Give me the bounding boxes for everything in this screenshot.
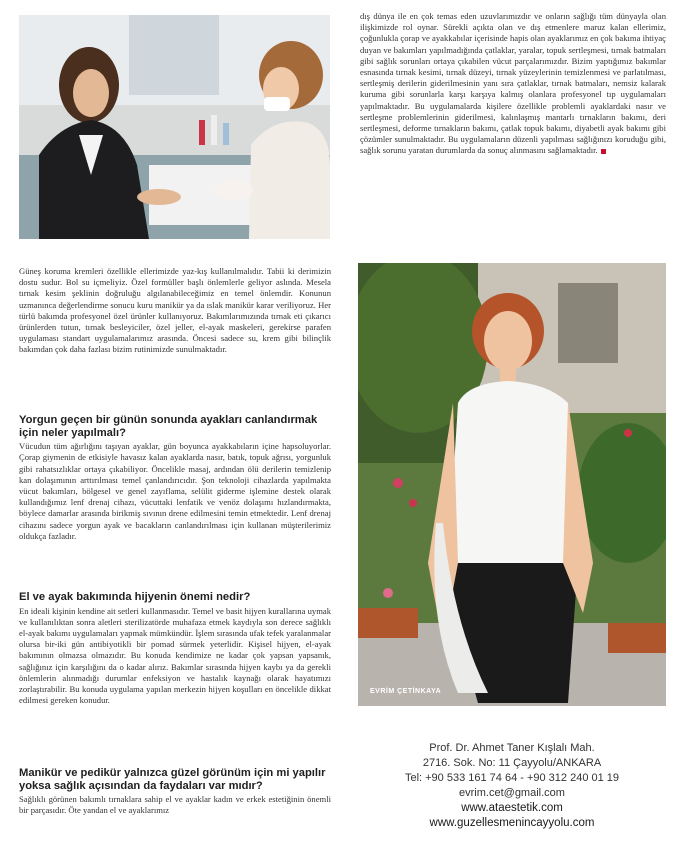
left-intro-block: [19, 266, 331, 356]
right-column-top-paragraph: [360, 11, 666, 157]
section-3-paragraph: Sağlıklı görünen bakımlı tırnaklara sahip el ve ayaklar kadın ve erkek estetiğinin önemli bir parçasıdır. Öte yandan el ve ayaklarımız: [19, 794, 331, 816]
address-line-1: Prof. Dr. Ahmet Taner Kışlalı Mah.: [429, 742, 595, 754]
manicure-illustration: [19, 15, 330, 239]
section-1-paragraph: Vücudun tüm ağırlığını taşıyan ayaklar, gün boyunca ayakkabıların içine hapsoluyorlar. Çorap giymenin de etkisiyle havasız kalan ayaklarda nasır, batık, topuk ağrısı, yorgunluk gibi rahatsızlıklar ortaya çıkabiliyor. Öncelikle masaj, ardından ölü derilerin temizlenip kan dolaşımının arttırılması temel çanlandırıcıdır. Şon teknoloji cihazlarda yapılmakta vücut bakımları, bölgesel ve genel zayıflama, selülit giderme işlemine destek olarak kullandığımız lenf drenaj cihazı, vücuttaki lenfatik ve venöz dolaşımı hızlandırmakta, böylece damarlar arasında birikmiş sıvının drene edilmesini temin etmektedir. Lenf drenaj cihazını sadece yorgun ayak ve bacakların canlandırılması için kullanan müşterilerimiz oldukça fazladır.: [19, 441, 331, 541]
left-intro-paragraph: Güneş koruma kremleri özellikle ellerimizde yaz-kış kullanılmalıdır. Tabii ki derimizin dostu sudur. Bol su içmeliyiz. Özel formüller başlı önlemlerle geliyor aslında. Mesela tırnak kesim şeklinin doğruluğu algılanabileceğimiz en temel önlemdir. Konunun uzmanınca değerlendirme sonucu kuru manikür ya da ıslak manikür karar veriliyoruz. Her türlü bakımda profesyonel özel ürünler kullanıyoruz. Bakımlarımızında tırnak eti çıkarıcı ürünlerden tutun, tırnak besleyiciler, özel jeller, el-ayak maskeleri, gerekirse parafen uygulaması standart uygulamalarımız arasında. Öncesi sadece su, krem gibi bilinçlik bakımdan çok daha fazlası bizim rutinimizde sunulmaktadır.: [19, 266, 331, 355]
portrait-illustration: [358, 263, 666, 706]
right-column-top-text: dış dünya ile en çok temas eden uzuvlarımızdır ve onların sağlığı tüm dünyayla olan ilişkimizde rol oynar. Sürekli açıkta olan ve dış etmenlere maruz kalan ellerimiz, çoğunlukla çorap ve ayakkabılar içerisinde hapis olan ayaklarımız en çok bakıma ihtiyaç duyan ve bakımları yapılmadığında çatlaklar, yaralar, topuk sertleşmesi, tırnak batmaları gibi sağlık sorunları ortaya çıkabilen vücut parçalarımızdır. Bizim yaptığımız bakımlar esnasında tırnak kesimi, tırnak düzeyi, tırnak yüzeylerinin temizlenmesi ve parlatılması, sertleşmiş derilerin giderilmesinin yanı sıra çatlaklar, tırnak batmaları, nemsiz kalarak kuruma gibi sorunlarla karşı karşıya kalmış olanlara profesyonel tıp uygulamaları yapılmaktadır. Bu uygulamalarda kişilere özellikle problemli ayaklardaki nasır ve sertleşme problemlerinin giderilmesi, kalınlaşmış mantarlı tırnakların bakımı, deri sertleşmesi, deforme tırnakların bakımı, çatlak topuk bakımı, diyabetli ayak bakımı gibi çözümler sunulmaktadır. Bu uygulamaların düzenli yapılması sağlığınızı koruduğu gibi, sağlık sorunu yaratan durumlarda da sonuç alınmasını sağlamaktadır.: [360, 11, 666, 156]
email-line[interactable]: evrim.cet@gmail.com: [459, 787, 565, 799]
contact-block: [358, 741, 666, 831]
photo-caption: EVRİM ÇETİNKAYA: [370, 688, 442, 695]
section-2: [19, 591, 331, 706]
section-3: [19, 767, 331, 817]
website-link-1[interactable]: www.ataestetik.com: [461, 802, 563, 814]
address-line-2: 2716. Sok. No: 11 Çayyolu/ANKARA: [422, 757, 602, 769]
portrait-photo: [358, 263, 666, 706]
section-3-heading: Manikür ve pedikür yalnızca güzel görünüm için mi yapılır yoksa sağlık açısından da faydaları var mıdır?: [19, 767, 326, 792]
section-2-paragraph: En ideali kişinin kendine ait setleri kullanmasıdır. Temel ve basit hijyen kurallarına uymak ve kullanılıktan sonra aletleri sterilizatörde muhafaza etmek kaydıyla son derece sağlıklı el-ayak bakımı uygulamaları yapmak mümkündür. İşlem sırasında ufak tefek yaralanmalar olursa bir-iki gün antibiyotikli bir pomad sürmek yeterlidir. Kişisel hijyen, el-ayak bakımının olmazsa olmazıdır. Bu konuda kendimize ne kadar çok yapsan yapsanık, sağlığınız için karşılığını da o kadar alırız. Bakımlar sırasında hijyen kaybı ya da gerekli önlemlerin alınmadığı durumlar enfeksiyon ve hastalık kaynağı olarak hayatımızı zorlaştırabilir. Bu konuda uygulama yapılan merkezin hijyen koşulları en öncelikle dikkat edilmesi gereken konudur.: [19, 605, 331, 706]
right-column-top-text-block: [360, 11, 666, 247]
end-mark: [601, 149, 606, 154]
section-2-heading: El ve ayak bakımında hijyenin önemi nedir?: [19, 591, 251, 603]
section-1: [19, 414, 331, 542]
phone-line: Tel: +90 533 161 74 64 - +90 312 240 01 19: [404, 772, 620, 784]
section-1-heading: Yorgun geçen bir günün sonunda ayakları canlandırmak için neler yapılmalı?: [19, 414, 318, 439]
website-link-2[interactable]: www.guzellesmenincayyolu.com: [429, 817, 595, 829]
manicure-photo: [19, 15, 330, 239]
